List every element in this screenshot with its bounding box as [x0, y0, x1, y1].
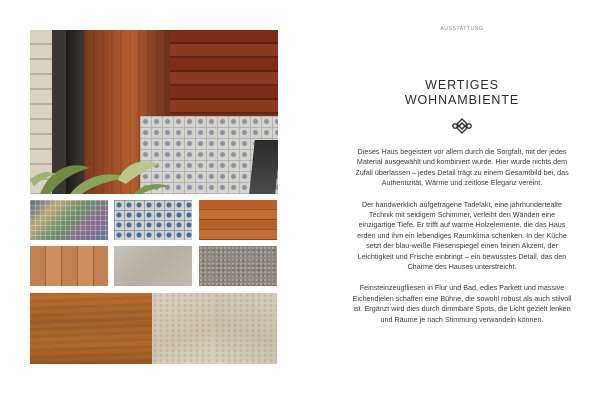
celtic-knot-icon: [451, 117, 473, 135]
swatch-oak-floor: [30, 293, 152, 364]
page-title: [350, 78, 574, 108]
paragraph: Der handwerklich aufgetragene Tadelakt, eine jahrhundertealte Technik mit seidigem Schimmer, verleiht den Wänden eine einzigartige Tiefe. Er trifft auf warme Holzelemente, die das Haus erden und ihm ein lebendiges Raumklima schenken. In der Küche setzt der blau-weiße Fliesenspiegel einen feinen Akzent, der Leichtigkeit und Frische einbringt – ein bewusstes Detail, das den Charme des Hauses unterstreicht.: [357, 199, 567, 272]
swatch-wood-planks: [30, 246, 108, 286]
hero-photo-house-entrance: [30, 30, 278, 194]
paragraph: Feinsteinzeugfliesen in Flur und Bad, edles Parkett und massive Eichendielen schaffen eine Bühne, die sowohl robust als auch stilvoll ist. Ergänzt wird dies durch dimmbare Spots, die Licht gezielt lenken und Räume je nach Stimmung verwandeln können.: [352, 283, 572, 324]
swatch-glass-mosaic: [30, 200, 108, 240]
swatch-warm-wood: [199, 200, 277, 240]
title-line-2: WOHNAMBIENTE: [404, 93, 520, 107]
paragraph: Dieses Haus begeistert vor allem durch die Sorgfalt, mit der jedes Material ausgewählt und kombiniert wurde. Hier wurde nichts dem Zufall überlassen – jedes Detail trägt zu einem Gesamtbild bei, das Authentizität, Wärme und zeitlose Eleganz vereint.: [355, 147, 569, 188]
swatch-blue-white-tiles: [114, 200, 192, 240]
plant-leaves: [30, 150, 180, 194]
body-text: [352, 147, 572, 336]
section-kicker: AUSSTATTUNG: [440, 26, 484, 32]
swatch-stone-tile-2: [214, 293, 277, 364]
swatch-stone-tile: [152, 293, 214, 364]
title-line-1: WERTIGES: [425, 78, 499, 92]
swatch-speckled-stone: [199, 246, 277, 286]
swatch-tadelakt: [114, 246, 192, 286]
wood-cladding: [170, 30, 278, 116]
dark-panel: [249, 140, 278, 194]
